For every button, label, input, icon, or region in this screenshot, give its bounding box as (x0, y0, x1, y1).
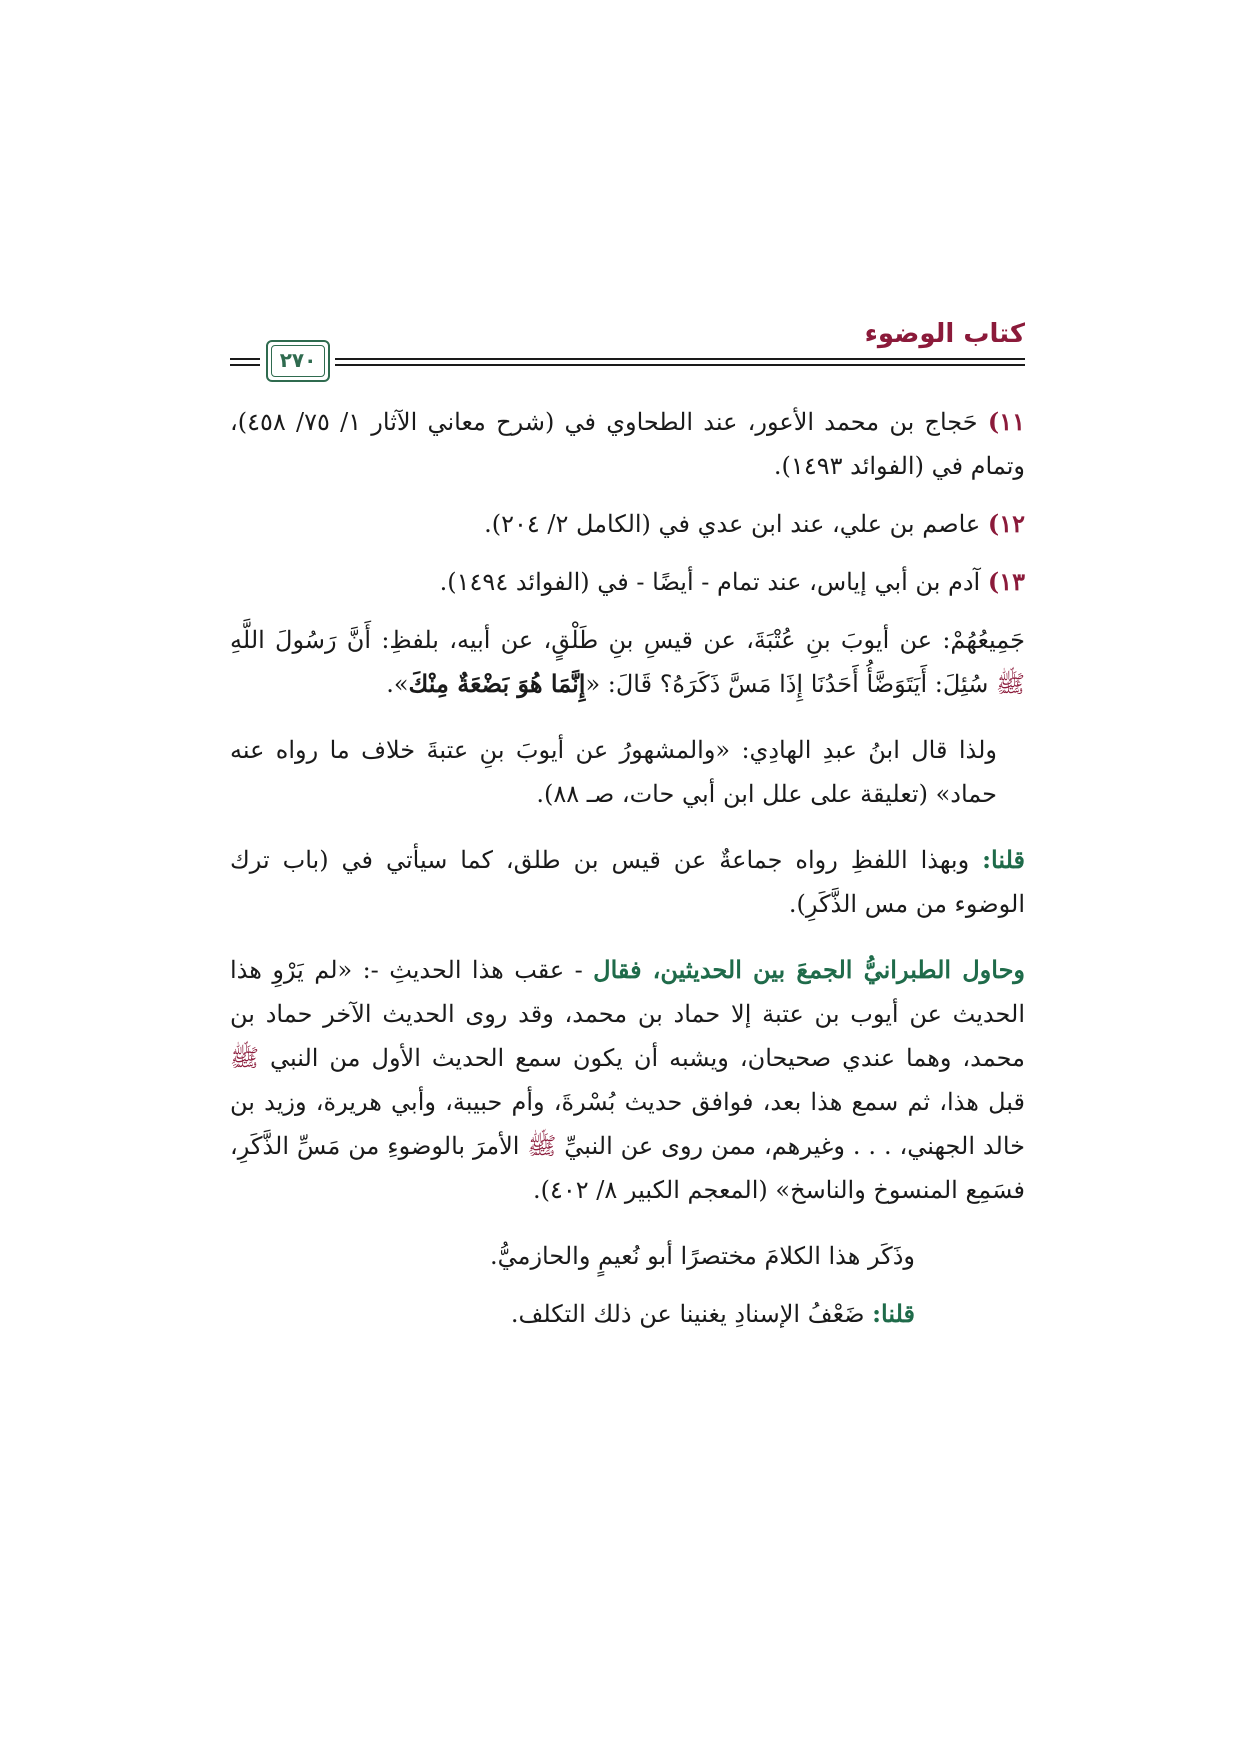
salawat-symbol: ﷺ (996, 670, 1025, 698)
item-number: ١٣) (987, 567, 1025, 596)
salawat-symbol: ﷺ (230, 1044, 259, 1072)
hadith-quote: إِنَّمَا هُوَ بَضْعَةٌ مِنْكَ (408, 669, 586, 698)
highlighted-phrase: وحاول الطبرانيُّ الجمعَ بين الحديثين، فقال (593, 955, 1025, 984)
paragraph-text: ضَعْفُ الإسنادِ يغنينا عن ذلك التكلف. (510, 1300, 873, 1328)
page-header (230, 318, 1025, 378)
qulna-paragraph (230, 838, 1025, 926)
paragraph-text: وذَكَر هذا الكلامَ مختصرًا أبو نُعيمٍ والحازميُّ. (489, 1242, 915, 1270)
paragraph-text: - عقب هذا الحديثِ -: «لم يَرْوِ هذا الحديث عن أيوب بن عتبة إلا حماد بن محمد، وقد روى الحديث الآخر حماد بن محمد، وهما عندي صحيحان، ويشبه أن يكون سمع الحديث الأول من النبي (230, 956, 1025, 1072)
paragraph-text: قبل هذا، ثم سمع هذا بعد، فوافق حديث بُسْرةَ، وأم حبيبة، وأبي هريرة، وزيد بن خالد الجهني، . . . وغيرهم، ممن روى عن النبيِّ (230, 1088, 1025, 1160)
list-item (230, 502, 1025, 546)
page-body (230, 400, 1025, 1350)
header-rule (335, 358, 1025, 360)
header-rule (230, 358, 260, 360)
header-rule (335, 364, 1025, 366)
item-number: ١٢) (987, 509, 1025, 538)
paragraph-text: ولذا قال ابنُ عبدِ الهادِي: «والمشهورُ عن أيوبَ بنِ عتبةَ خلاف ما رواه عنه حماد» (تعليقة على علل ابن أبي حات، صـ ٨٨). (230, 736, 997, 808)
book-title: كتاب الوضوء (864, 319, 1025, 349)
paragraph-text: ». (386, 670, 409, 698)
qulna-paragraph (230, 1292, 1025, 1336)
qulna-label: قلنا: (982, 845, 1025, 874)
paragraph-text: سُئِلَ: أَيَتَوَضَّأُ أَحَدُنَا إِذَا مَسَّ ذَكَرَهُ؟ قَالَ: « (585, 670, 996, 698)
page-number-frame (266, 340, 330, 382)
page-number: ٢٧٠ (279, 348, 317, 372)
hadith-paragraph (230, 618, 1025, 706)
paragraph-text: جَمِيعُهُمْ: عن أيوبَ بنِ عُتْبَةَ، عن قيسِ بنِ طَلْقٍ، عن أبيه، بلفظِ: أَنَّ رَسُولَ اللَّهِ (230, 626, 1025, 654)
item-number: ١١) (987, 407, 1025, 436)
salawat-symbol: ﷺ (527, 1132, 557, 1160)
commentary-paragraph (230, 728, 1025, 816)
item-text: عاصم بن علي، عند ابن عدي في (الكامل ٢/ ٢٠٤). (484, 510, 988, 538)
list-item (230, 560, 1025, 604)
header-rule (230, 364, 260, 366)
tabarani-paragraph (230, 948, 1025, 1212)
paragraph-text: وبهذا اللفظِ رواه جماعةٌ عن قيس بن طلق، كما سيأتي في (باب ترك الوضوء من مس الذَّكَرِ). (230, 846, 1025, 918)
paragraph-text: الأمرَ بالوضوءِ من مَسِّ الذَّكَرِ، فسَمِع المنسوخ والناسخ» (المعجم الكبير ٨/ ٤٠٢). (230, 1132, 1025, 1204)
list-item (230, 400, 1025, 488)
qulna-label: قلنا: (872, 1299, 915, 1328)
commentary-paragraph (230, 1234, 1025, 1278)
item-text: حَجاج بن محمد الأعور، عند الطحاوي في (شرح معاني الآثار ١/ ٧٥/ ٤٥٨)، وتمام في (الفوائد ١٤٩٣). (230, 408, 1025, 480)
item-text: آدم بن أبي إياس، عند تمام - أيضًا - في (الفوائد ١٤٩٤). (439, 568, 988, 596)
